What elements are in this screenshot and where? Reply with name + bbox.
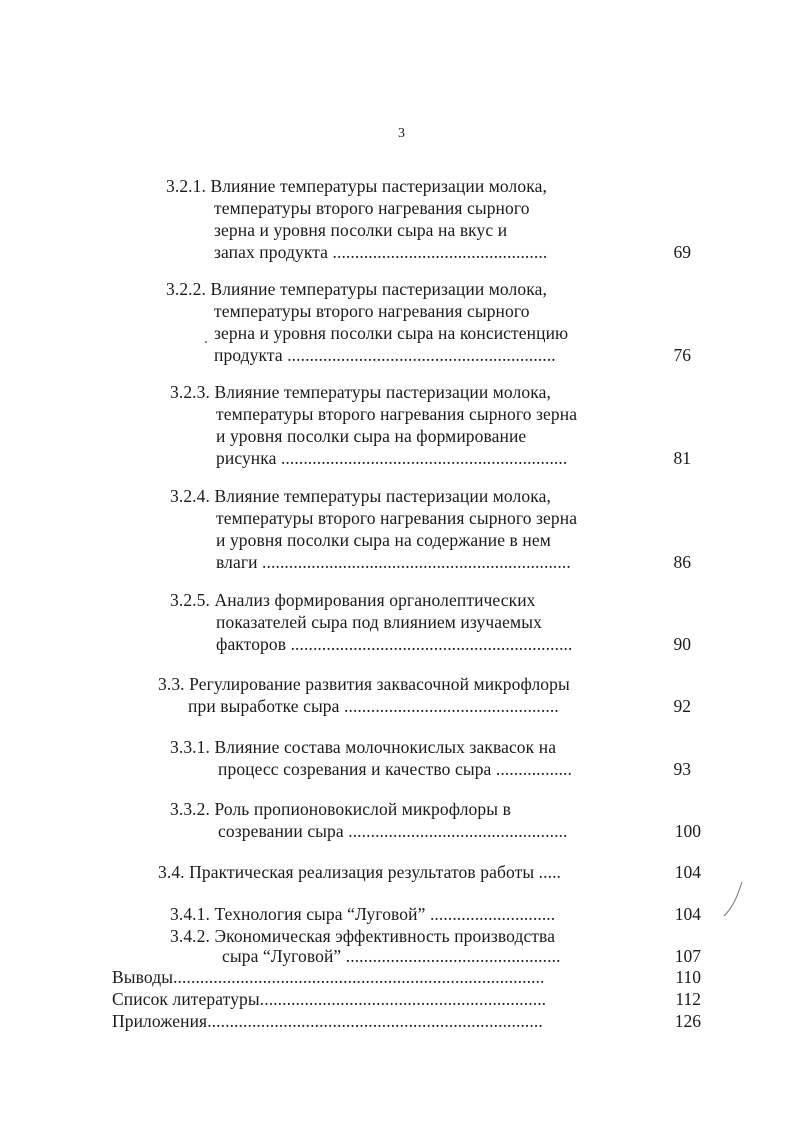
toc-page-number: 126: [674, 1011, 701, 1031]
toc-line: 3.3.2. Роль пропионовокислой микрофлоры в: [170, 799, 511, 819]
scan-stroke: [722, 880, 746, 920]
toc-line: 3.2.4. Влияние температуры пастеризации молока,: [170, 486, 551, 506]
toc-line: температуры второго нагревания сырного зерна: [216, 508, 578, 528]
toc-line: Выводы...................................................................................: [112, 967, 545, 987]
page-number: 3: [398, 126, 405, 141]
toc-line: температуры второго нагревания сырного: [214, 198, 530, 218]
toc-line: показателей сыра под влиянием изучаемых: [216, 612, 542, 632]
toc-line: факторов ...............................................................: [216, 634, 573, 654]
toc-page-number: 76: [673, 345, 691, 365]
toc-page-number: 110: [675, 967, 701, 987]
toc-page-number: 107: [674, 946, 701, 966]
toc-line: 3.4.1. Технология сыра “Луговой” ............................: [170, 904, 556, 924]
toc-line: 3.2.5. Анализ формирования органолептических: [170, 590, 536, 610]
toc-line: 3.3. Регулирование развития заквасочной микрофлоры: [158, 674, 570, 694]
toc-line: продукта ............................................................: [214, 345, 556, 365]
toc-page-number: 92: [673, 696, 691, 716]
toc-page-number: 90: [673, 634, 691, 654]
scan-speck: [205, 341, 207, 343]
toc-line: 3.4. Практическая реализация результатов работы .....: [158, 862, 562, 882]
toc-line: Приложения...........................................................................: [112, 1011, 543, 1031]
toc-page-number: 104: [674, 904, 701, 924]
toc-line: зерна и уровня посолки сыра на вкус и: [214, 220, 508, 240]
toc-line: при выработке сыра ................................................: [188, 696, 559, 716]
toc-line: Список литературы................................................................: [112, 989, 547, 1009]
toc-line: запах продукта ................................................: [214, 242, 548, 262]
toc-page-number: 86: [673, 552, 691, 572]
toc-line: температуры второго нагревания сырного зерна: [216, 404, 578, 424]
toc-line: влаги .....................................................................: [216, 552, 571, 572]
toc-line: 3.4.2. Экономическая эффективность производства: [170, 926, 556, 946]
toc-line: и уровня посолки сыра на содержание в нем: [216, 530, 551, 550]
toc-page-number: 104: [674, 862, 701, 882]
toc-line: зерна и уровня посолки сыра на консистенцию: [214, 323, 569, 343]
toc-line: 3.3.1. Влияние состава молочнокислых заквасок на: [170, 737, 557, 757]
toc-page-number: 93: [673, 759, 691, 779]
toc-line: температуры второго нагревания сырного: [214, 301, 530, 321]
toc-line: рисунка ................................................................: [216, 448, 568, 468]
toc-page-number: 69: [673, 242, 691, 262]
toc-line: сыра “Луговой” ................................................: [222, 946, 561, 966]
toc-line: 3.2.2. Влияние температуры пастеризации молока,: [166, 279, 547, 299]
toc-page-number: 81: [673, 448, 691, 468]
toc-line: процесс созревания и качество сыра .................: [218, 759, 572, 779]
toc-line: и уровня посолки сыра на формирование: [216, 426, 527, 446]
toc-line: 3.2.1. Влияние температуры пастеризации молока,: [166, 176, 547, 196]
toc-page-number: 112: [675, 989, 701, 1009]
toc-line: 3.2.3. Влияние температуры пастеризации молока,: [170, 382, 551, 402]
toc-line: созревании сыра .................................................: [218, 821, 568, 841]
toc-page-number: 100: [674, 821, 701, 841]
